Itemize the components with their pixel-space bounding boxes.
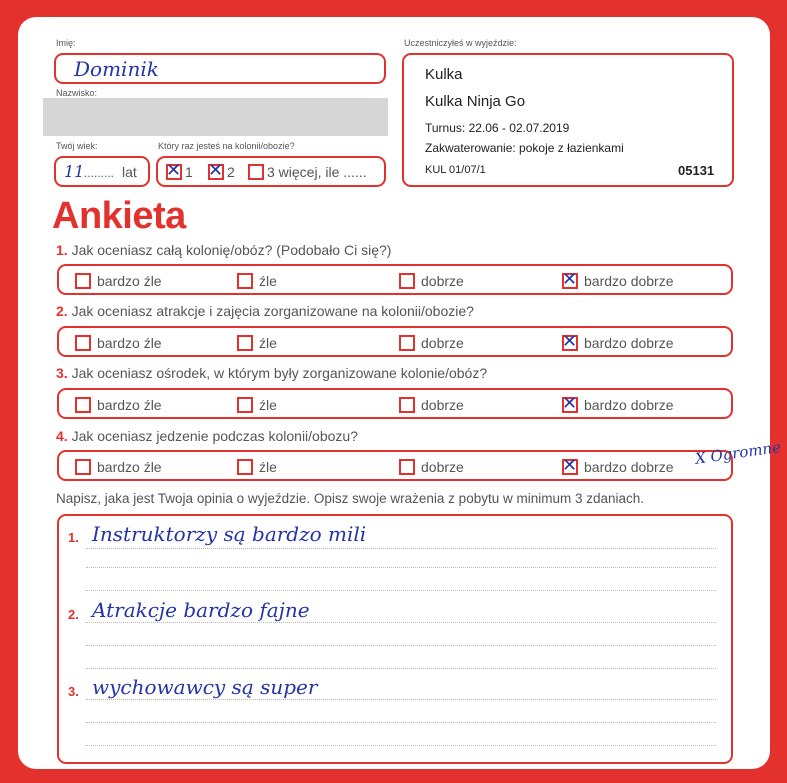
times-option-1[interactable]: ✕1 [166,163,193,181]
checkbox-checked[interactable] [562,273,578,289]
question-3-options [57,388,733,419]
trip-accommodation: Zakwaterowanie: pokoje z łazienkami [425,141,624,155]
age-value: 11 [64,162,85,181]
answer-1-number: 1. [68,530,79,545]
ruled-line [86,645,716,646]
checkbox[interactable] [75,459,91,475]
option-bardzo-dobrze[interactable]: ✕ bardzo dobrze [562,334,674,352]
option-bardzo-zle[interactable]: bardzo źle [75,458,162,476]
option-bardzo-zle[interactable]: bardzo źle [75,334,162,352]
option-bardzo-dobrze[interactable]: ✕ bardzo dobrze [562,458,674,476]
answer-3-text: wychowawcy są super [92,675,318,699]
trip-program: Kulka Ninja Go [425,93,526,110]
checkbox-checked[interactable] [208,164,224,180]
option-dobrze[interactable]: dobrze [399,458,464,476]
question-3: 3. Jak oceniasz ośrodek, w którym były zorganizowane kolonie/obóz? [56,365,488,381]
question-4-options [57,450,733,481]
option-zle[interactable]: źle [237,396,277,414]
option-bardzo-zle[interactable]: bardzo źle [75,272,162,290]
ruled-line [86,622,716,623]
checkbox[interactable] [399,273,415,289]
surname-label: Nazwisko: [56,88,98,98]
times-field [156,156,386,187]
ruled-line [86,590,716,591]
checkbox[interactable] [399,335,415,351]
trip-turnus: Turnus: 22.06 - 02.07.2019 [425,121,570,135]
question-1: 1. Jak oceniasz całą kolonię/obóz? (Podobało Ci się?) [56,242,392,258]
option-bardzo-dobrze[interactable]: ✕ bardzo dobrze [562,272,674,290]
checkbox-checked[interactable] [562,397,578,413]
checkbox-checked[interactable] [166,164,182,180]
option-bardzo-dobrze[interactable]: ✕ bardzo dobrze [562,396,674,414]
option-dobrze[interactable]: dobrze [399,334,464,352]
ruled-line [86,668,716,669]
ruled-line [86,699,716,700]
age-dots: ......... [84,166,115,180]
age-label: Twój wiek: [56,141,98,151]
option-bardzo-zle[interactable]: bardzo źle [75,396,162,414]
checkbox[interactable] [399,459,415,475]
redacted-surname [43,98,388,136]
question-2: 2. Jak oceniasz atrakcje i zajęcia zorganizowane na kolonii/obozie? [56,303,474,319]
trip-code: KUL 01/07/1 [425,164,486,176]
times-option-3[interactable]: 3 więcej, ile ...... [248,163,367,181]
checkbox[interactable] [75,335,91,351]
survey-title: Ankieta [52,195,186,237]
option-dobrze[interactable]: dobrze [399,272,464,290]
answer-2-text: Atrakcje bardzo fajne [92,598,310,622]
checkbox[interactable] [75,273,91,289]
option-zle[interactable]: źle [237,272,277,290]
ruled-line [86,567,716,568]
question-4: 4. Jak oceniasz jedzenie podczas kolonii/obozu? [56,428,358,444]
checkbox[interactable] [75,397,91,413]
checkbox[interactable] [248,164,264,180]
option-dobrze[interactable]: dobrze [399,396,464,414]
ruled-line [86,722,716,723]
name-field[interactable] [54,53,386,84]
age-field[interactable] [54,156,150,187]
trip-label: Uczestniczyłeś w wyjeździe: [404,38,517,48]
option-zle[interactable]: źle [237,334,277,352]
name-label: Imię: [56,38,76,48]
opinion-prompt: Napisz, jaka jest Twoja opinia o wyjeździe. Opisz swoje wrażenia z pobytu w minimum 3 zdaniach. [56,491,645,506]
trip-number: 05131 [678,163,715,178]
opinion-box[interactable] [57,514,733,764]
margin-note: X Ogromne [694,437,782,468]
answer-3-number: 3. [68,684,79,699]
checkbox[interactable] [237,397,253,413]
ruled-line [86,745,716,746]
ruled-line [86,548,716,549]
checkbox-checked[interactable] [562,459,578,475]
checkbox[interactable] [399,397,415,413]
checkbox-checked[interactable] [562,335,578,351]
name-value: Dominik [74,57,159,81]
answer-2-number: 2. [68,607,79,622]
question-1-options [57,264,733,295]
checkbox[interactable] [237,335,253,351]
answer-1-text: Instruktorzy są bardzo mili [92,522,367,546]
question-2-options [57,326,733,357]
age-unit: lat [122,164,137,180]
checkbox[interactable] [237,459,253,475]
checkbox[interactable] [237,273,253,289]
trip-name: Kulka [425,66,463,83]
times-option-2[interactable]: ✕ 2 [208,163,235,181]
times-label: Który raz jesteś na kolonii/obozie? [158,141,295,151]
option-zle[interactable]: źle [237,458,277,476]
